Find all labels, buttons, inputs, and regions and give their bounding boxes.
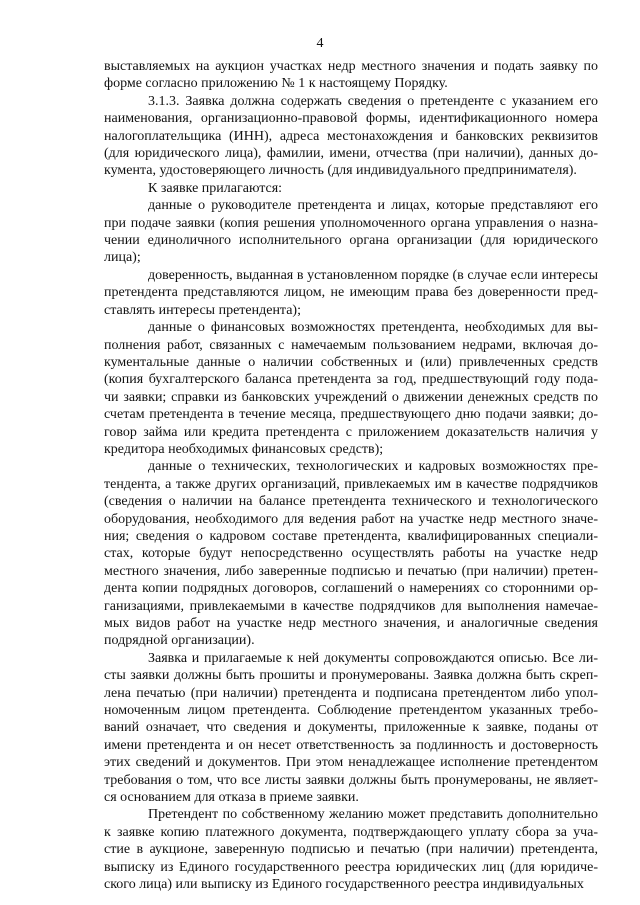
text-line: дента копии подрядных договоров, соглашений о намерениях со сторонними ор- [104,581,598,597]
text-line: говор займа или кредита претендента с приложением доказательств наличия у [104,424,598,440]
text-line: кументальные данные о наличии собственных и (или) привлеченных средств [104,354,598,370]
paragraph [104,806,598,893]
text-line: данные о технических, технологических и кадровых возможностях пре- [148,459,598,475]
text-line: полнения работ, связанных с намечаемым пользованием недрами, включая до- [104,337,598,353]
text-line: к заявке копию платежного документа, подтверждающего уплату сбора за уча- [104,824,598,840]
text-line: Претендент по собственному желанию может представить дополнительно [148,807,598,823]
text-line: требования о том, что все листы заявки должны быть пронумерованы, не являет- [104,772,598,788]
text-line: кумента, удостоверяющего личность (для индивидуального предпринимателя). [104,163,577,179]
text-line: ся основанием для отказа в приеме заявки. [104,790,359,806]
paragraph [104,650,598,807]
text-line: местного значения, либо заверенные подписью и печатью (при наличии) претен- [104,563,598,579]
text-line: наименования, организационно-правовой формы, идентификационного номера [104,111,598,127]
text-line: доверенность, выданная в установленном порядке (в случае если интересы [148,267,598,283]
text-line: номоченным лицом претендента. Соблюдение претендентом указанных требо- [104,703,598,719]
text-line: выписку из Единого государственного реестра юридических лиц (для юридиче- [104,859,598,875]
page-number: 4 [316,36,324,51]
text-line: при подаче заявки (копия решения уполномоченного органа управления о назна- [104,215,598,231]
text-line: имени претендента и он несет ответственность за подлинность и достоверность [104,737,598,753]
text-line: лица); [104,250,141,266]
text-line: оборудования, необходимого для ведения работ на участке недр местного значе- [104,511,598,527]
text-line: данные о руководителе претендента и лицах, которые представляют его [148,198,598,214]
paragraph [104,319,598,458]
text-line: чи заявки; справки из банковских учреждений о движении денежных средств по [104,389,598,405]
text-line: 3.1.3. Заявка должна содержать сведения о претенденте с указанием его [148,93,598,109]
text-line: ганизациями, привлекаемыми в качестве подрядчиков для выполнения намечае- [104,598,598,614]
text-line: мых видов работ на участке недр местного значения, и аналогичные сведения [104,616,598,631]
text-line: кредитора необходимых финансовых средств); [104,441,384,457]
document-body [104,58,598,894]
paragraph [104,267,598,319]
paragraph [104,180,598,197]
text-line: Заявка и прилагаемые к ней документы сопровождаются описью. Все ли- [148,650,598,666]
text-line: форме согласно приложению № 1 к настоящему Порядку. [104,76,448,92]
text-line: выставляемых на аукцион участках недр местного значения и подать заявку по [104,59,598,74]
text-line: счетам претендента в течение месяца, предшествующего дню подачи заявки; до- [104,407,598,423]
text-line: (сведения о наличии на балансе претендента технического и технологического [104,494,598,510]
text-line: К заявке прилагаются: [148,180,283,196]
text-line: тендента, а также других организаций, привлекаемых им в качестве подрядчиков [104,476,598,492]
text-line: подрядной организации). [104,633,255,649]
text-line: претендента представляются лицом, не имеющим права без доверенности пред- [104,285,598,301]
text-line: данные о финансовых возможностях претендента, необходимых для вы- [148,320,598,336]
text-line: налогоплательщика (ИНН), адреса местонахождения и банковских реквизитов [104,128,598,144]
text-line: (копия бухгалтерского баланса претендента за год, предшествующий году пода- [104,372,598,388]
paragraph [104,93,598,180]
text-line: ваний означает, что сведения и документы, приложенные к заявке, поданы от [104,720,598,736]
text-line: сты заявки должны быть прошиты и пронумерованы. Заявка должна быть скреп- [104,668,598,684]
text-line: ния; сведения о кадровом составе претендента, квалифицированных специали- [104,528,598,544]
text-line: (для юридического лица), фамилии, имени, отчества (при наличии), данных до- [104,146,598,162]
text-line: этих сведений и документов. При этом ненадлежащее исполнение претендентом [104,755,598,771]
text-line: лена печатью (при наличии) претендента и подписана претендентом либо упол- [104,685,598,701]
text-line: ставлять интересы претендента); [104,302,301,318]
paragraph [104,197,598,267]
paragraph [104,458,598,649]
text-line: стие в аукционе, заверенную подписью и печатью (при наличии) претендента, [104,842,598,858]
text-line: чении единоличного исполнительного органа организации (для юридического [104,233,598,249]
text-line: ского лица) или выписку из Единого государственного реестра индивидуальных [104,877,584,893]
paragraph [104,58,598,93]
text-line: стах, которые будут непосредственно осуществлять работы на участке недр [104,546,598,562]
